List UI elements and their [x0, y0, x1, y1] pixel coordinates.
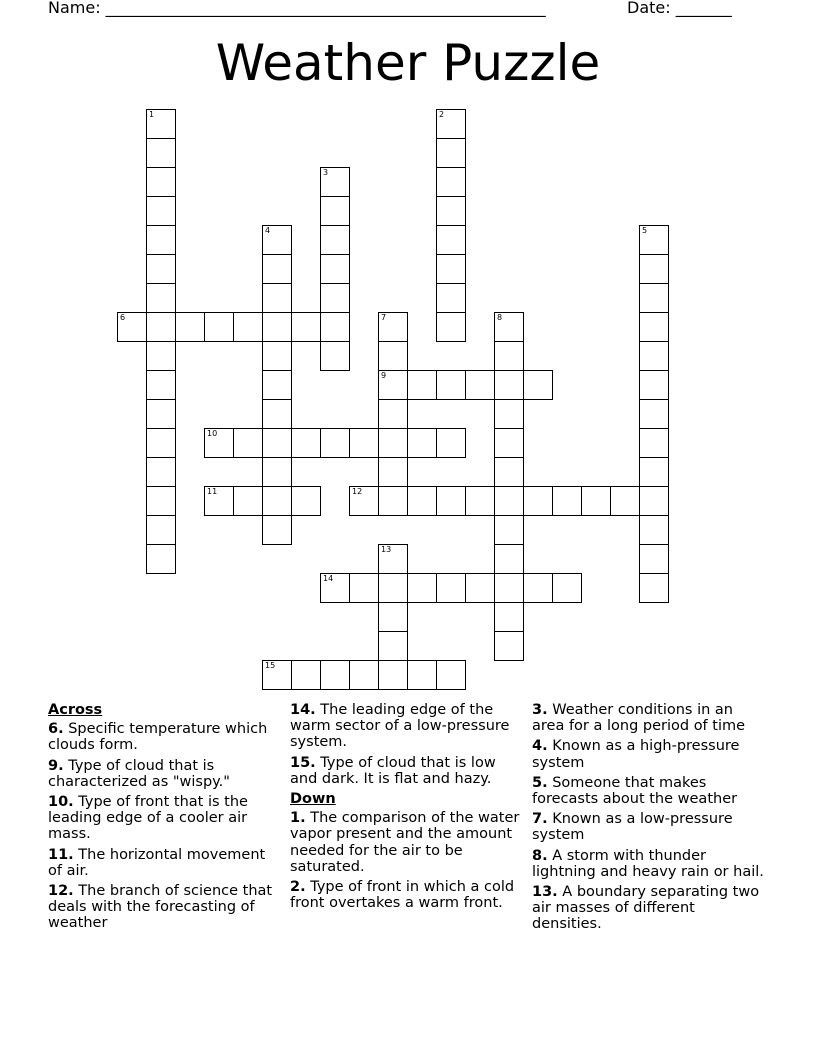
clue-number: 11: [207, 487, 218, 496]
name-field-label: Name: _______________________________________________________: [48, 0, 546, 17]
clue-number: 12: [352, 487, 363, 496]
crossword-cell[interactable]: [204, 312, 234, 342]
crossword-cell[interactable]: [291, 428, 321, 458]
clue-number: 8: [497, 313, 503, 322]
crossword-cell[interactable]: [262, 225, 292, 255]
crossword-cell[interactable]: [262, 515, 292, 545]
clues-column-2: [290, 702, 522, 915]
crossword-cell[interactable]: [494, 515, 524, 545]
clue-number: 2: [439, 110, 445, 119]
crossword-cell[interactable]: [378, 631, 408, 661]
crossword-cell[interactable]: [349, 660, 379, 690]
crossword-cell[interactable]: [262, 399, 292, 429]
crossword-cell[interactable]: [436, 370, 466, 400]
crossword-cell[interactable]: [146, 399, 176, 429]
crossword-cell[interactable]: [378, 370, 408, 400]
crossword-cell[interactable]: [146, 283, 176, 313]
crossword-cell[interactable]: [146, 138, 176, 168]
crossword-cell[interactable]: [175, 312, 205, 342]
clue-across-12: 12. The branch of science that deals with the forecasting of weather: [48, 883, 273, 932]
crossword-cell[interactable]: [146, 457, 176, 487]
crossword-cell[interactable]: [320, 283, 350, 313]
clues-column-3: [532, 702, 764, 937]
crossword-cell[interactable]: [320, 341, 350, 371]
clue-number: 15: [265, 661, 276, 670]
crossword-cell[interactable]: [639, 515, 669, 545]
clue-number: 6: [120, 313, 126, 322]
crossword-cell[interactable]: [320, 428, 350, 458]
crossword-cell[interactable]: [436, 283, 466, 313]
crossword-cell[interactable]: [436, 138, 466, 168]
crossword-cell[interactable]: [291, 486, 321, 516]
clue-down-4: 4. Known as a high-pressure system: [532, 738, 740, 771]
date-field-label: Date: _______: [627, 0, 732, 17]
crossword-cell[interactable]: [610, 486, 640, 516]
crossword-cell[interactable]: [494, 370, 524, 400]
crossword-cell[interactable]: [494, 428, 524, 458]
crossword-cell[interactable]: [436, 428, 466, 458]
crossword-cell[interactable]: [639, 457, 669, 487]
clue-down-2: 2. Type of front in which a cold front overtakes a warm front.: [290, 879, 515, 912]
crossword-cell[interactable]: [639, 544, 669, 574]
crossword-cell[interactable]: [494, 573, 524, 603]
crossword-cell[interactable]: [465, 370, 495, 400]
crossword-cell[interactable]: [146, 167, 176, 197]
clue-number: 9: [381, 371, 387, 380]
clue-down-7: 7. Known as a low-pressure system: [532, 811, 733, 844]
crossword-cell[interactable]: [146, 515, 176, 545]
crossword-cell[interactable]: [378, 457, 408, 487]
clue-number: 5: [642, 226, 648, 235]
crossword-cell[interactable]: [204, 428, 234, 458]
crossword-cell[interactable]: [639, 370, 669, 400]
crossword-cell[interactable]: [639, 486, 669, 516]
crossword-cell[interactable]: [349, 573, 379, 603]
crossword-cell[interactable]: [639, 283, 669, 313]
crossword-cell[interactable]: [639, 573, 669, 603]
crossword-cell[interactable]: [378, 660, 408, 690]
crossword-cell[interactable]: [436, 573, 466, 603]
crossword-cell[interactable]: [320, 196, 350, 226]
crossword-cell[interactable]: [639, 399, 669, 429]
clue-number: 10: [207, 429, 218, 438]
crossword-cell[interactable]: [146, 109, 176, 139]
crossword-cell[interactable]: [378, 486, 408, 516]
crossword-cell[interactable]: [291, 660, 321, 690]
clue-across-14: 14. The leading edge of the warm sector of a low-pressure system.: [290, 702, 510, 751]
crossword-cell[interactable]: [494, 631, 524, 661]
crossword-cell[interactable]: [523, 486, 553, 516]
crossword-cell[interactable]: [146, 370, 176, 400]
crossword-cell[interactable]: [494, 399, 524, 429]
crossword-cell[interactable]: [378, 544, 408, 574]
page-title: Weather Puzzle: [215, 34, 601, 92]
clue-number: 13: [381, 545, 392, 554]
crossword-cell[interactable]: [523, 573, 553, 603]
clue-number: 1: [149, 110, 155, 119]
crossword-cell[interactable]: [436, 486, 466, 516]
crossword-cell[interactable]: [552, 573, 582, 603]
crossword-cell[interactable]: [407, 486, 437, 516]
crossword-cell[interactable]: [262, 370, 292, 400]
crossword-cell[interactable]: [436, 312, 466, 342]
crossword-cell[interactable]: [465, 573, 495, 603]
crossword-cell[interactable]: [117, 312, 147, 342]
crossword-cell[interactable]: [320, 167, 350, 197]
down-heading: Down: [290, 791, 336, 808]
crossword-cell[interactable]: [639, 341, 669, 371]
crossword-cell[interactable]: [639, 428, 669, 458]
crossword-cell[interactable]: [320, 254, 350, 284]
crossword-cell[interactable]: [465, 486, 495, 516]
clue-number: 4: [265, 226, 271, 235]
crossword-cell[interactable]: [436, 167, 466, 197]
crossword-cell[interactable]: [146, 196, 176, 226]
crossword-cell[interactable]: [552, 486, 582, 516]
clue-across-11: 11. The horizontal movement of air.: [48, 846, 266, 879]
clues-column-1: [48, 702, 280, 936]
clue-across-10: 10. Type of front that is the leading edge of a cooler air mass.: [48, 794, 248, 843]
crossword-cell[interactable]: [494, 341, 524, 371]
crossword-cell[interactable]: [146, 341, 176, 371]
crossword-cell[interactable]: [320, 225, 350, 255]
crossword-cell[interactable]: [436, 109, 466, 139]
across-heading: Across: [48, 702, 103, 718]
crossword-cell[interactable]: [436, 196, 466, 226]
clue-number: 14: [323, 574, 334, 583]
crossword-cell[interactable]: [146, 428, 176, 458]
crossword-cell[interactable]: [639, 254, 669, 284]
crossword-cell[interactable]: [494, 602, 524, 632]
crossword-cell[interactable]: [407, 660, 437, 690]
crossword-cell[interactable]: [494, 486, 524, 516]
crossword-cell[interactable]: [262, 341, 292, 371]
clue-down-13: 13. A boundary separating two air masses of different densities.: [532, 884, 760, 933]
crossword-cell[interactable]: [639, 312, 669, 342]
crossword-cell[interactable]: [378, 573, 408, 603]
crossword-cell[interactable]: [436, 225, 466, 255]
clue-number: 7: [381, 313, 387, 322]
crossword-cell[interactable]: [407, 573, 437, 603]
clue-down-5: 5. Someone that makes forecasts about the weather: [532, 774, 738, 808]
crossword-cell[interactable]: [146, 254, 176, 284]
crossword-cell[interactable]: [262, 486, 292, 516]
crossword-cell[interactable]: [262, 428, 292, 458]
clue-down-3: 3. Weather conditions in an area for a long period of time: [532, 702, 746, 735]
crossword-cell[interactable]: [639, 225, 669, 255]
clue-across-6: 6. Specific temperature which clouds form.: [48, 721, 268, 754]
crossword-cell[interactable]: [262, 660, 292, 690]
crossword-cell[interactable]: [436, 660, 466, 690]
crossword-cell[interactable]: [320, 660, 350, 690]
crossword-cell[interactable]: [320, 312, 350, 342]
crossword-cell[interactable]: [233, 486, 263, 516]
crossword-cell[interactable]: [146, 544, 176, 574]
clue-across-15: 15. Type of cloud that is low and dark. It is flat and hazy.: [290, 754, 496, 787]
crossword-cell[interactable]: [581, 486, 611, 516]
crossword-cell[interactable]: [146, 486, 176, 516]
clue-number: 3: [323, 168, 329, 177]
clue-down-8: 8. A storm with thunder lightning and heavy rain or hail.: [532, 847, 764, 880]
clue-down-1: 1. The comparison of the water vapor present and the amount needed for the air to be saturated.: [290, 810, 520, 875]
crossword-cell[interactable]: [204, 486, 234, 516]
crossword-cell[interactable]: [349, 486, 379, 516]
crossword-cell[interactable]: [378, 312, 408, 342]
crossword-cell[interactable]: [378, 428, 408, 458]
crossword-cell[interactable]: [494, 544, 524, 574]
crossword-cell[interactable]: [407, 370, 437, 400]
crossword-cell[interactable]: [378, 602, 408, 632]
crossword-cell[interactable]: [233, 428, 263, 458]
crossword-cell[interactable]: [523, 370, 553, 400]
clue-across-9: 9. Type of cloud that is characterized as "wispy.": [48, 757, 230, 790]
crossword-cell[interactable]: [494, 312, 524, 342]
crossword-cell[interactable]: [378, 399, 408, 429]
crossword-cell[interactable]: [146, 225, 176, 255]
crossword-cell[interactable]: [494, 457, 524, 487]
crossword-cell[interactable]: [146, 312, 176, 342]
crossword-cell[interactable]: [407, 428, 437, 458]
crossword-cell[interactable]: [262, 457, 292, 487]
crossword-cell[interactable]: [291, 312, 321, 342]
crossword-cell[interactable]: [436, 254, 466, 284]
crossword-cell[interactable]: [262, 254, 292, 284]
crossword-cell[interactable]: [349, 428, 379, 458]
crossword-cell[interactable]: [262, 283, 292, 313]
crossword-cell[interactable]: [378, 341, 408, 371]
crossword-cell[interactable]: [262, 312, 292, 342]
crossword-cell[interactable]: [233, 312, 263, 342]
crossword-cell[interactable]: [320, 573, 350, 603]
